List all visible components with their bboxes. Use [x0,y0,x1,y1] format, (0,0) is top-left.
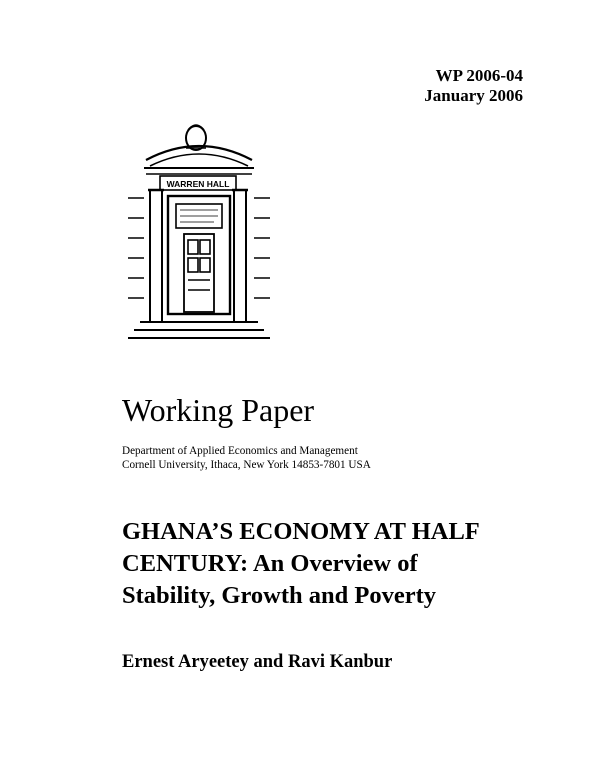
paper-title-line-2: CENTURY: An Overview of [122,550,418,577]
series-number: WP 2006-04 [435,66,523,85]
logo-inscription: WARREN HALL [166,179,230,189]
working-paper-id [424,66,523,106]
publication-date: January 2006 [424,86,523,105]
paper-authors: Ernest Aryeetey and Ravi Kanbur [122,652,393,672]
series-title: Working Paper [122,392,315,428]
paper-title [122,516,562,612]
paper-title-line-1: GHANA’S ECONOMY AT HALF [122,518,480,545]
paper-title-line-3: Stability, Growth and Poverty [122,582,436,609]
warren-hall-doorway-logo [124,118,274,354]
department-address [122,444,371,472]
department-name: Department of Applied Economics and Management [122,445,358,457]
university-address: Cornell University, Ithaca, New York 14853-7801 USA [122,459,371,471]
